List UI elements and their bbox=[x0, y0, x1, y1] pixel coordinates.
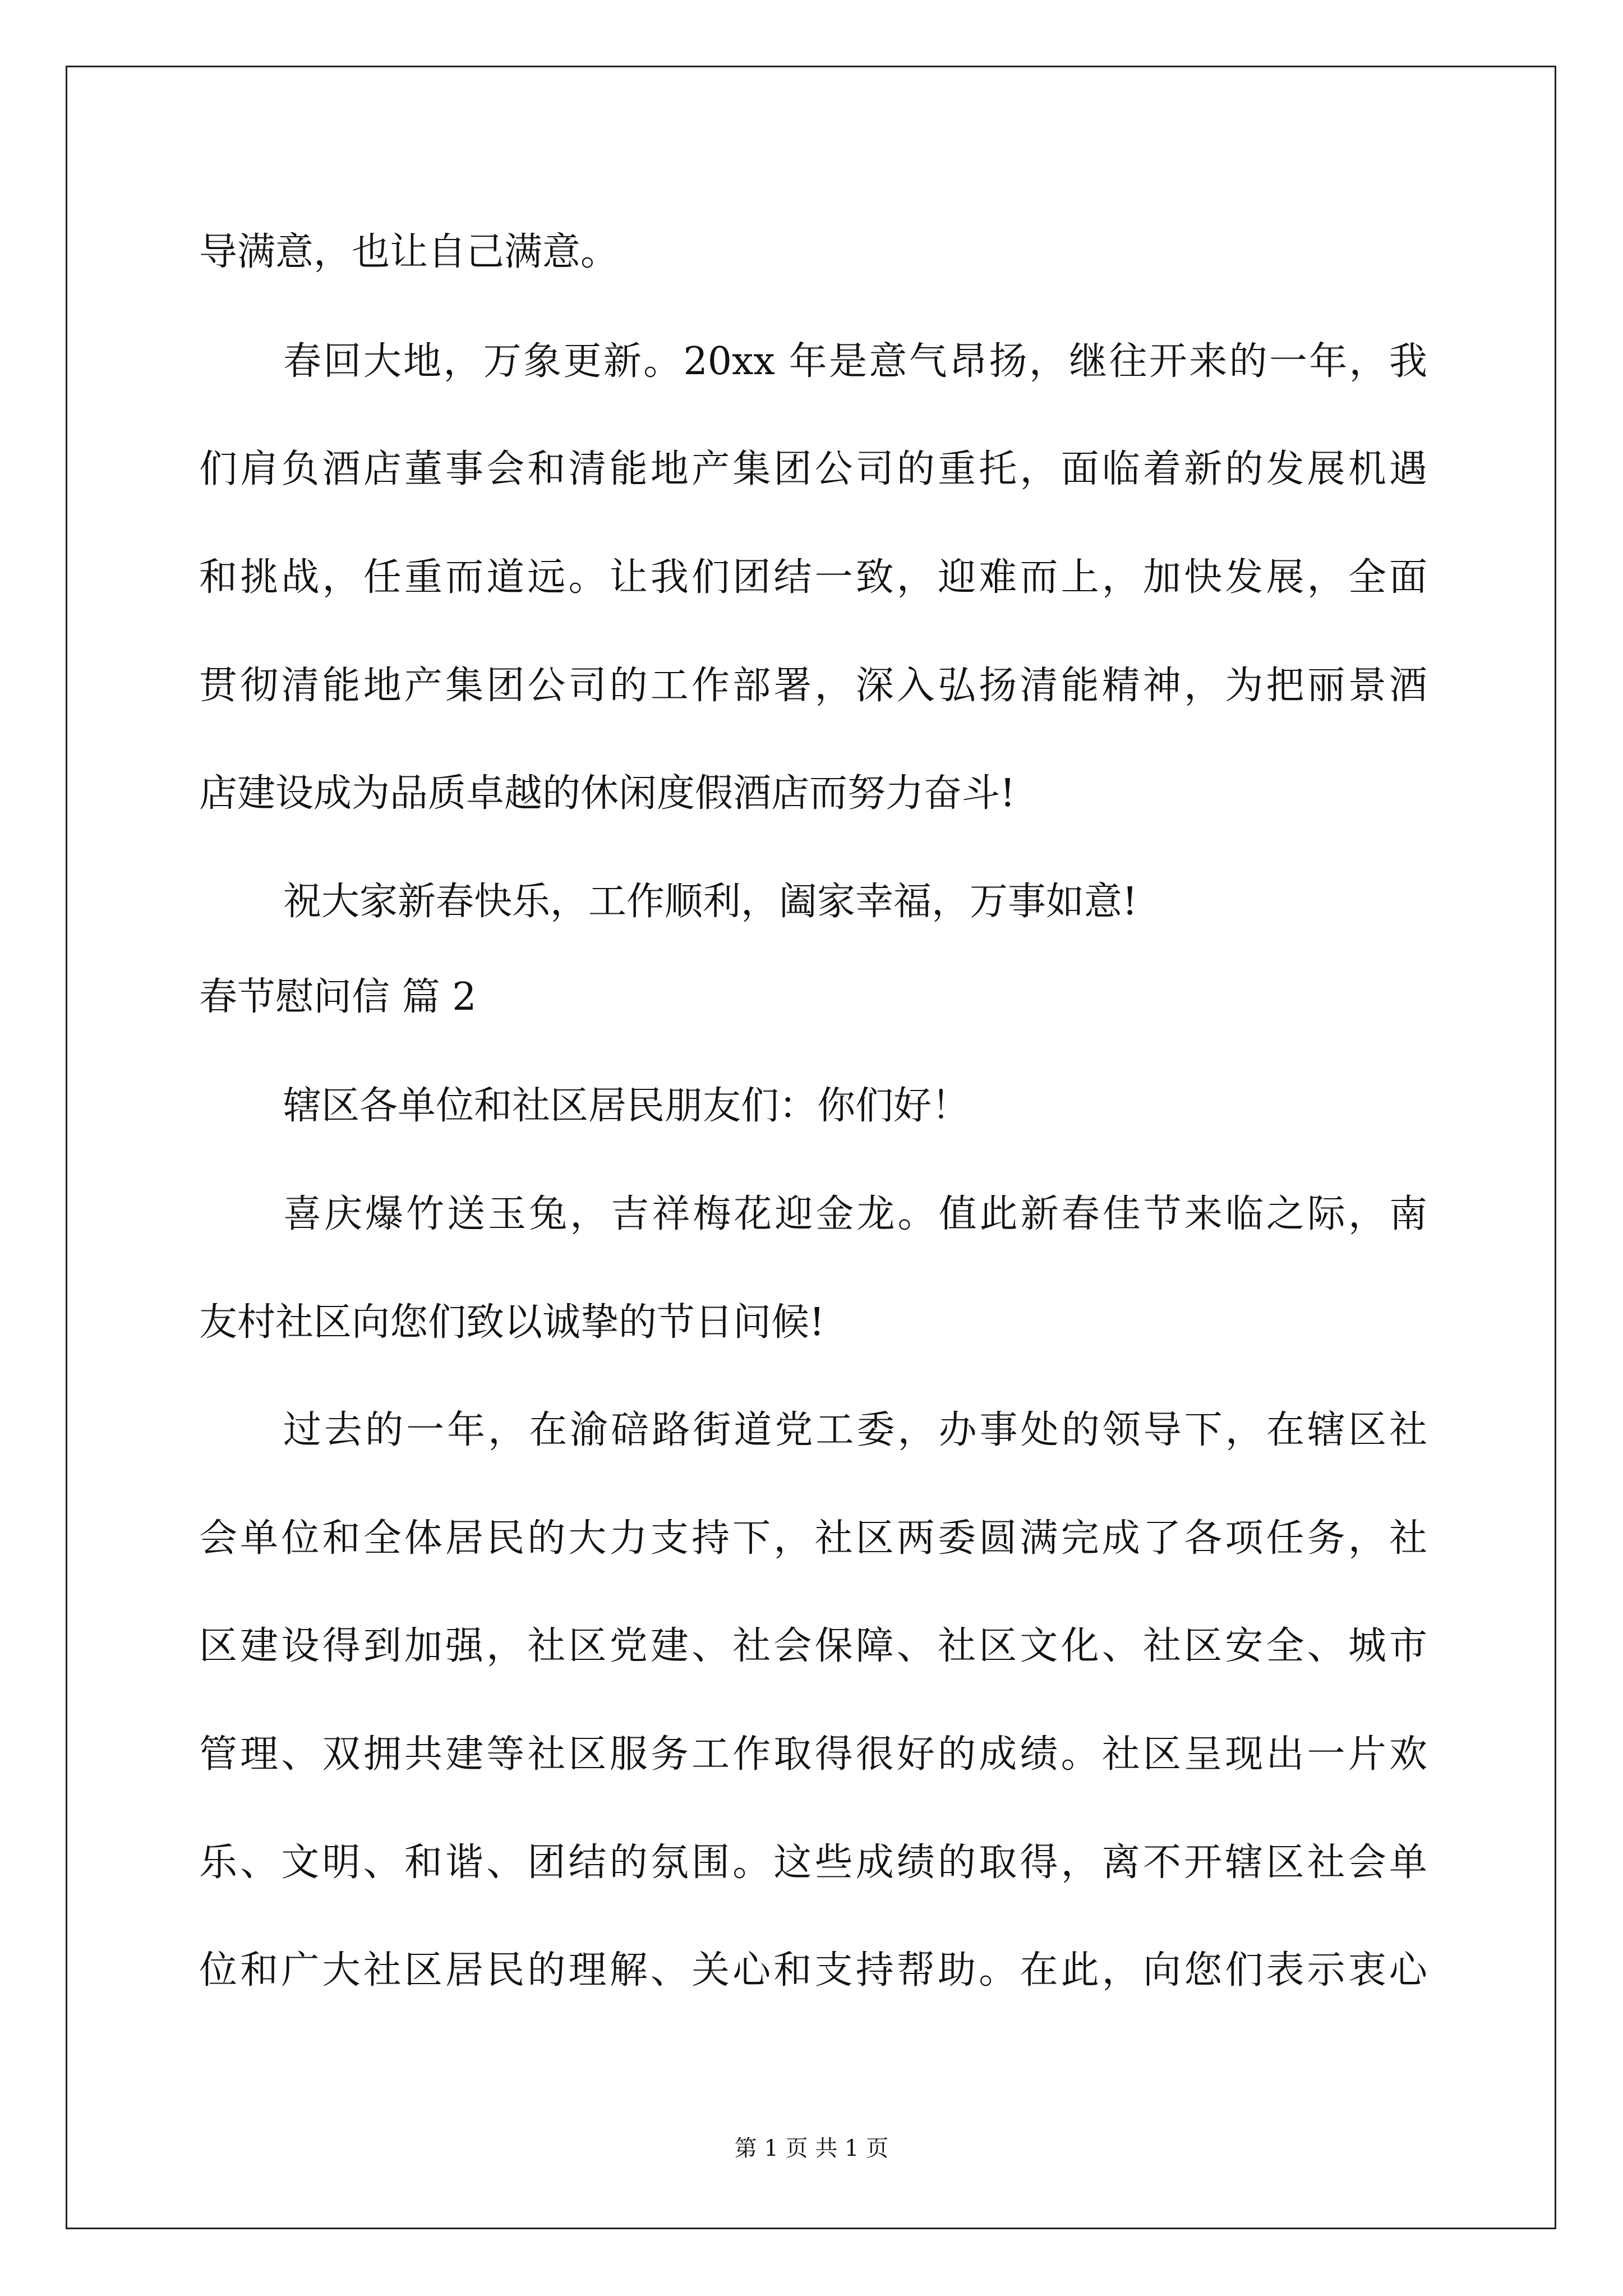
text-line: 喜庆爆竹送玉兔，吉祥梅花迎金龙。值此新春佳节来临之际，南 bbox=[283, 1192, 1427, 1236]
text-line: 们肩负酒店董事会和清能地产集团公司的重托，面临着新的发展机遇 bbox=[199, 447, 1427, 491]
section-heading: 春节慰问信 篇 2 bbox=[199, 975, 477, 1019]
text-line: 过去的一年，在渝碚路街道党工委，办事处的领导下，在辖区社 bbox=[283, 1408, 1427, 1452]
text-line: 乐、文明、和谐、团结的氛围。这些成绩的取得，离不开辖区社会单 bbox=[199, 1841, 1427, 1885]
text-line: 祝大家新春快乐，工作顺利，阖家幸福，万事如意! bbox=[283, 880, 1138, 924]
text-line: 管理、双拥共建等社区服务工作取得很好的成绩。社区呈现出一片欢 bbox=[199, 1732, 1427, 1777]
text-line: 会单位和全体居民的大力支持下，社区两委圆满完成了各项任务，社 bbox=[199, 1516, 1427, 1561]
text-line: 位和广大社区居民的理解、关心和支持帮助。在此，向您们表示衷心 bbox=[199, 1948, 1427, 1993]
text-line: 贯彻清能地产集团公司的工作部署，深入弘扬清能精神，为把丽景酒 bbox=[199, 664, 1427, 708]
page-number-footer: 第 1 页 共 1 页 bbox=[734, 2136, 889, 2161]
salutation: 辖区各单位和社区居民朋友们：你们好！ bbox=[283, 1084, 970, 1128]
text-line: 区建设得到加强，社区党建、社会保障、社区文化、社区安全、城市 bbox=[199, 1624, 1427, 1668]
text-line: 导满意，也让自己满意。 bbox=[199, 230, 619, 274]
text-line: 春回大地，万象更新。20xx 年是意气昂扬，继往开来的一年，我 bbox=[283, 339, 1427, 384]
text-line: 店建设成为品质卓越的休闲度假酒店而努力奋斗! bbox=[199, 771, 1016, 816]
text-line: 和挑战，任重而道远。让我们团结一致，迎难而上，加快发展，全面 bbox=[199, 555, 1427, 600]
text-line: 友村社区向您们致以诚挚的节日问候! bbox=[199, 1300, 825, 1345]
